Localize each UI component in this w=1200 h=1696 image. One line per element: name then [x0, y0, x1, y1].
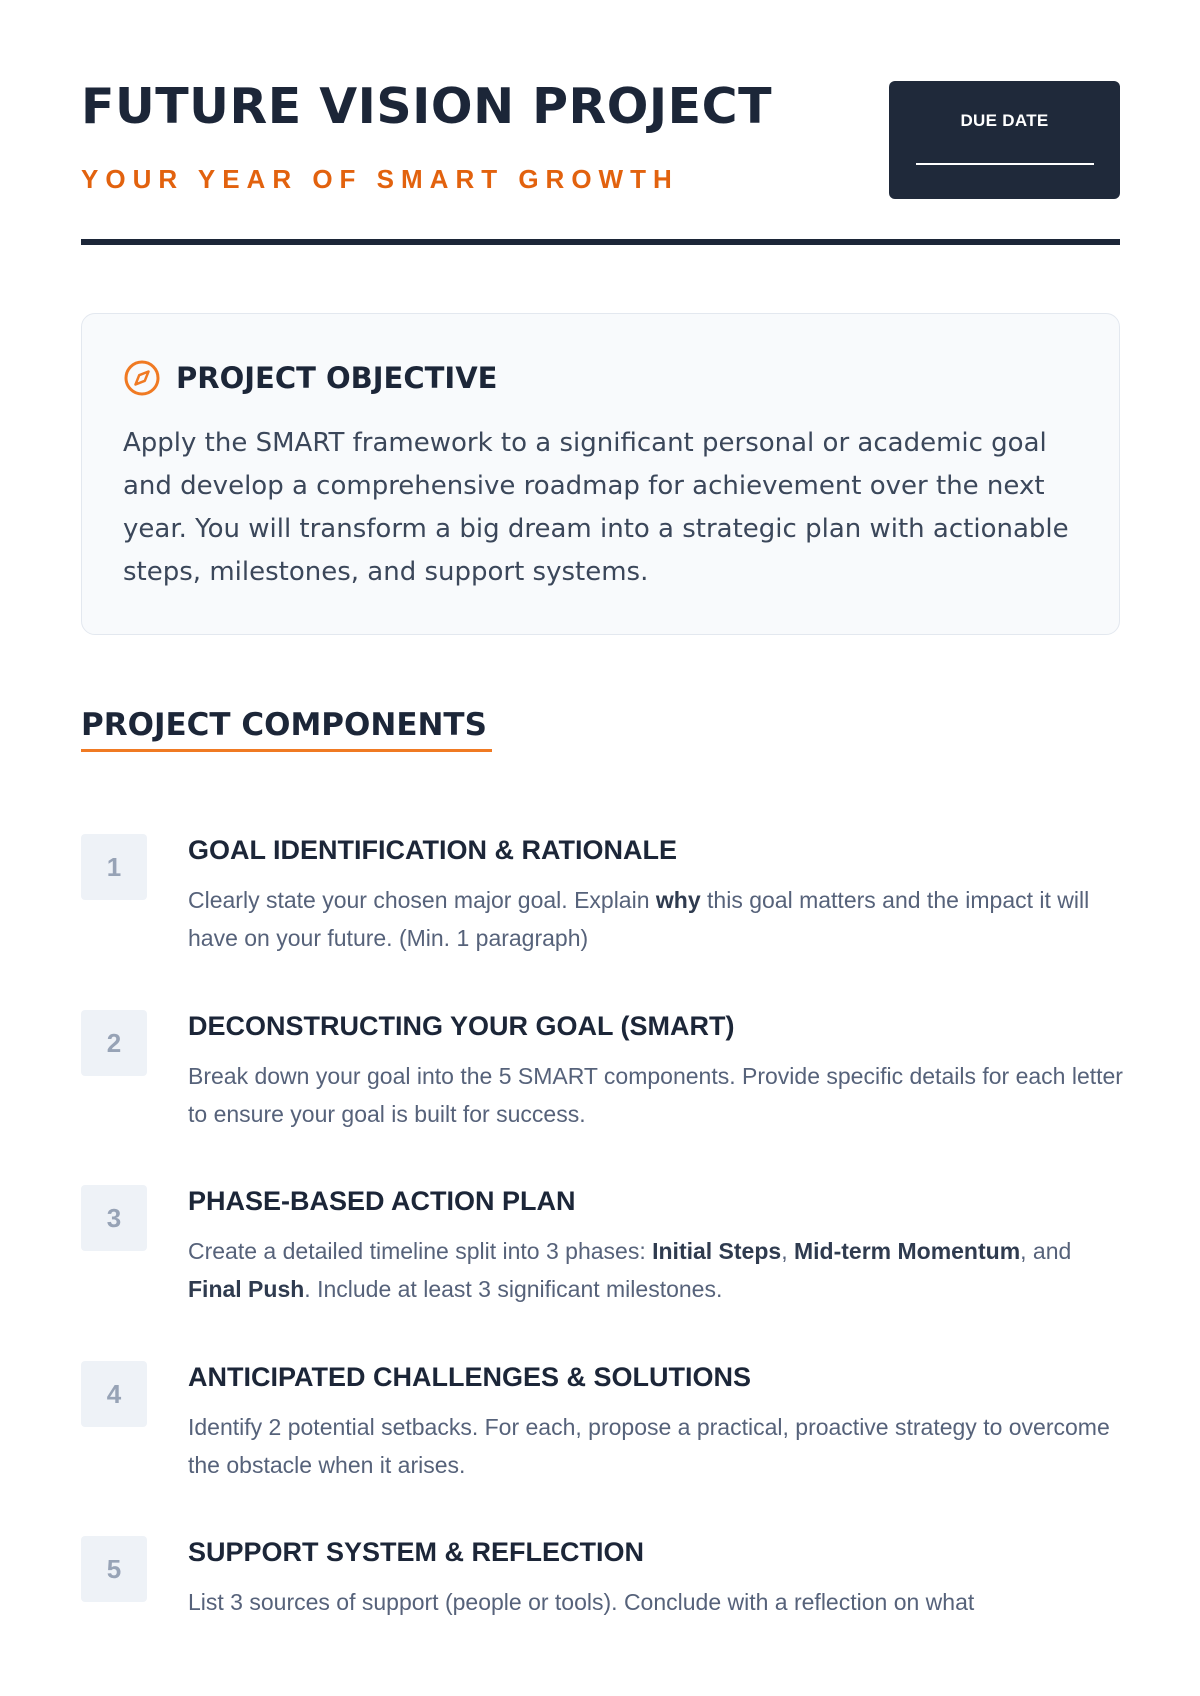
component-item-1 [81, 834, 1120, 994]
component-title: ANTICIPATED CHALLENGES & SOLUTIONS [188, 1362, 752, 1392]
due-date-blank-line [916, 163, 1094, 165]
component-title: GOAL IDENTIFICATION & RATIONALE [188, 835, 677, 865]
component-description: List 3 sources of support (people or tools). Conclude with a reflection on what [188, 1589, 975, 1615]
component-number: 5 [81, 1536, 147, 1602]
components-heading: PROJECT COMPONENTS [81, 707, 487, 743]
component-description: Create a detailed timeline split into 3 phases: Initial Steps, Mid-term Momentum, and Final Push. Include at least 3 significant milestones. [188, 1238, 1072, 1302]
component-title: PHASE-BASED ACTION PLAN [188, 1186, 576, 1216]
component-description: Identify 2 potential setbacks. For each, propose a practical, proactive strategy to overcome the obstacle when it arises. [188, 1414, 1110, 1478]
due-date-label: DUE DATE [960, 111, 1049, 130]
component-number: 3 [81, 1185, 147, 1251]
component-item-3 [81, 1185, 1120, 1345]
component-number: 1 [81, 834, 147, 900]
compass-icon [123, 359, 161, 397]
due-date-box [889, 81, 1120, 199]
component-item-5 [81, 1536, 1120, 1696]
components-heading-underline [81, 749, 492, 752]
component-description: Clearly state your chosen major goal. Explain why this goal matters and the impact it will have on your future. (Min. 1 paragraph) [188, 887, 1090, 951]
emphasis-text: Mid-term Momentum [793, 1238, 1021, 1264]
header-divider [81, 239, 1120, 245]
emphasis-text: why [655, 887, 701, 913]
component-description: Break down your goal into the 5 SMART components. Provide specific details for each letter to ensure your goal is built for success. [188, 1063, 1123, 1127]
component-number: 4 [81, 1361, 147, 1427]
emphasis-text: Final Push [188, 1276, 305, 1302]
objective-heading: PROJECT OBJECTIVE [176, 361, 498, 395]
page-subtitle: YOUR YEAR OF SMART GROWTH [81, 164, 679, 194]
page-title: FUTURE VISION PROJECT [81, 78, 773, 135]
component-item-4 [81, 1361, 1120, 1521]
component-number: 2 [81, 1010, 147, 1076]
emphasis-text: Initial Steps [652, 1238, 782, 1264]
component-item-2 [81, 1010, 1123, 1170]
component-title: DECONSTRUCTING YOUR GOAL (SMART) [188, 1011, 735, 1041]
objective-text: Apply the SMART framework to a significant personal or academic goal and develop a comprehensive roadmap for achievement over the next year. You will transform a big dream into a strategic plan with actionable steps, milestones, and support systems. [123, 428, 1069, 587]
objective-card [81, 313, 1120, 635]
component-title: SUPPORT SYSTEM & REFLECTION [188, 1537, 645, 1567]
